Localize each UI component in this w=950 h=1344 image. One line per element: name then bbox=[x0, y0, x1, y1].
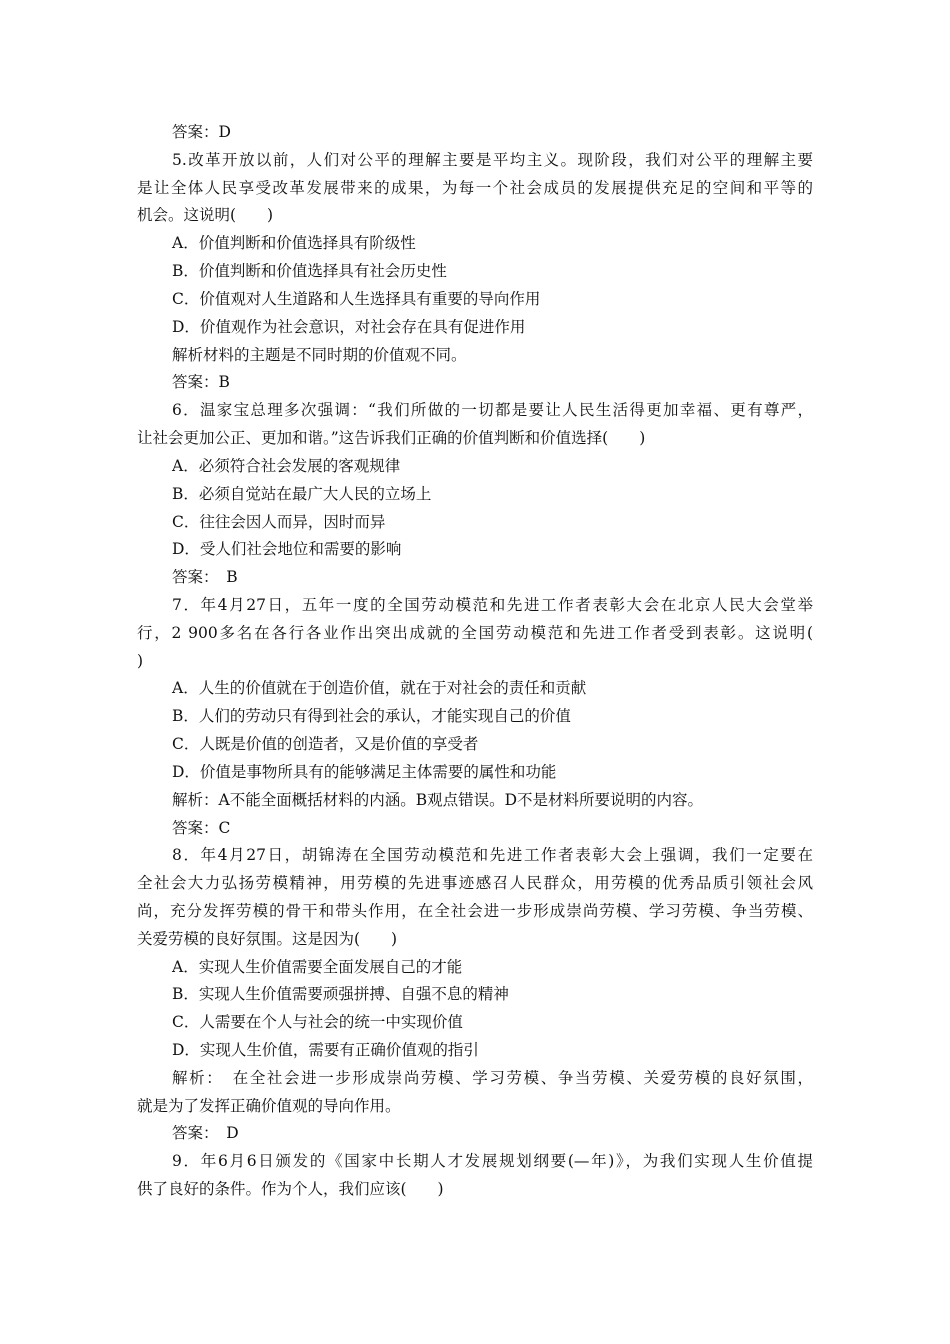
option-b: B．价值判断和价值选择具有社会历史性 bbox=[172, 262, 447, 280]
option-a: A．价值判断和价值选择具有阶级性 bbox=[172, 234, 416, 252]
option-d: D．价值观作为社会意识，对社会存在具有促进作用 bbox=[172, 318, 526, 336]
question-7-text: ) bbox=[137, 652, 144, 670]
analysis-line: 解析：A不能全面概括材料的内涵。B观点错误。D不是材料所要说明的内容。 bbox=[172, 791, 704, 809]
answer-line: 答案：C bbox=[172, 819, 231, 837]
question-5-text: 5.改革开放以前，人们对公平的理解主要是平均主义。现阶段，我们对公平的理解主要 bbox=[172, 151, 813, 169]
question-9-text: 供了良好的条件。作为个人，我们应该( ) bbox=[137, 1180, 444, 1198]
option-a: A．必须符合社会发展的客观规律 bbox=[172, 457, 401, 475]
analysis-line: 就是为了发挥正确价值观的导向作用。 bbox=[137, 1097, 401, 1115]
question-8-text: 尚，充分发挥劳模的骨干和带头作用，在全社会进一步形成崇尚劳模、学习劳模、争当劳模、 bbox=[137, 902, 813, 920]
option-b: B．实现人生价值需要顽强拼搏、自强不息的精神 bbox=[172, 985, 509, 1003]
option-c: C．价值观对人生道路和人生选择具有重要的导向作用 bbox=[172, 290, 541, 308]
question-8-text: 全社会大力弘扬劳模精神，用劳模的先进事迹感召人民群众，用劳模的优秀品质引领社会风 bbox=[137, 874, 813, 892]
analysis-line: 解析材料的主题是不同时期的价值观不同。 bbox=[172, 346, 467, 364]
question-9-text: 9．年6月6日颁发的《国家中长期人才发展规划纲要(—年)》，为我们实现人生价值提 bbox=[172, 1152, 813, 1170]
analysis-line: 解析： 在全社会进一步形成崇尚劳模、学习劳模、争当劳模、关爱劳模的良好氛围， bbox=[172, 1069, 813, 1087]
answer-line: 答案：D bbox=[172, 123, 231, 141]
question-7-text: 行，2 900多名在各行各业作出突出成就的全国劳动模范和先进工作者受到表彰。这说明( bbox=[137, 624, 813, 642]
question-8-text: 8．年4月27日，胡锦涛在全国劳动模范和先进工作者表彰大会上强调，我们一定要在 bbox=[172, 846, 813, 864]
option-c: C．人需要在个人与社会的统一中实现价值 bbox=[172, 1013, 463, 1031]
question-6-text: 6．温家宝总理多次强调：“我们所做的一切都是要让人民生活得更加幸福、更有尊严， bbox=[172, 401, 813, 419]
option-c: C．往往会因人而异，因时而异 bbox=[172, 513, 386, 531]
option-d: D．受人们社会地位和需要的影响 bbox=[172, 540, 402, 558]
option-a: A．人生的价值就在于创造价值，就在于对社会的责任和贡献 bbox=[172, 679, 587, 697]
question-5-text: 是让全体人民享受改革发展带来的成果，为每一个社会成员的发展提供充足的空间和平等的 bbox=[137, 179, 813, 197]
answer-line: 答案： B bbox=[172, 568, 238, 586]
option-c: C．人既是价值的创造者，又是价值的享受者 bbox=[172, 735, 479, 753]
option-b: B．必须自觉站在最广大人民的立场上 bbox=[172, 485, 432, 503]
question-5-text: 机会。这说明( ) bbox=[137, 206, 274, 224]
answer-line: 答案：B bbox=[172, 373, 230, 391]
option-d: D．实现人生价值，需要有正确价值观的指引 bbox=[172, 1041, 479, 1059]
answer-line: 答案： D bbox=[172, 1124, 239, 1142]
option-d: D．价值是事物所具有的能够满足主体需要的属性和功能 bbox=[172, 763, 557, 781]
option-b: B．人们的劳动只有得到社会的承认，才能实现自己的价值 bbox=[172, 707, 571, 725]
question-7-text: 7．年4月27日，五年一度的全国劳动模范和先进工作者表彰大会在北京人民大会堂举 bbox=[172, 596, 813, 614]
question-8-text: 关爱劳模的良好氛围。这是因为( ) bbox=[137, 930, 398, 948]
option-a: A．实现人生价值需要全面发展自己的才能 bbox=[172, 958, 463, 976]
question-6-text: 让社会更加公正、更加和谐。”这告诉我们正确的价值判断和价值选择( ) bbox=[137, 429, 646, 447]
